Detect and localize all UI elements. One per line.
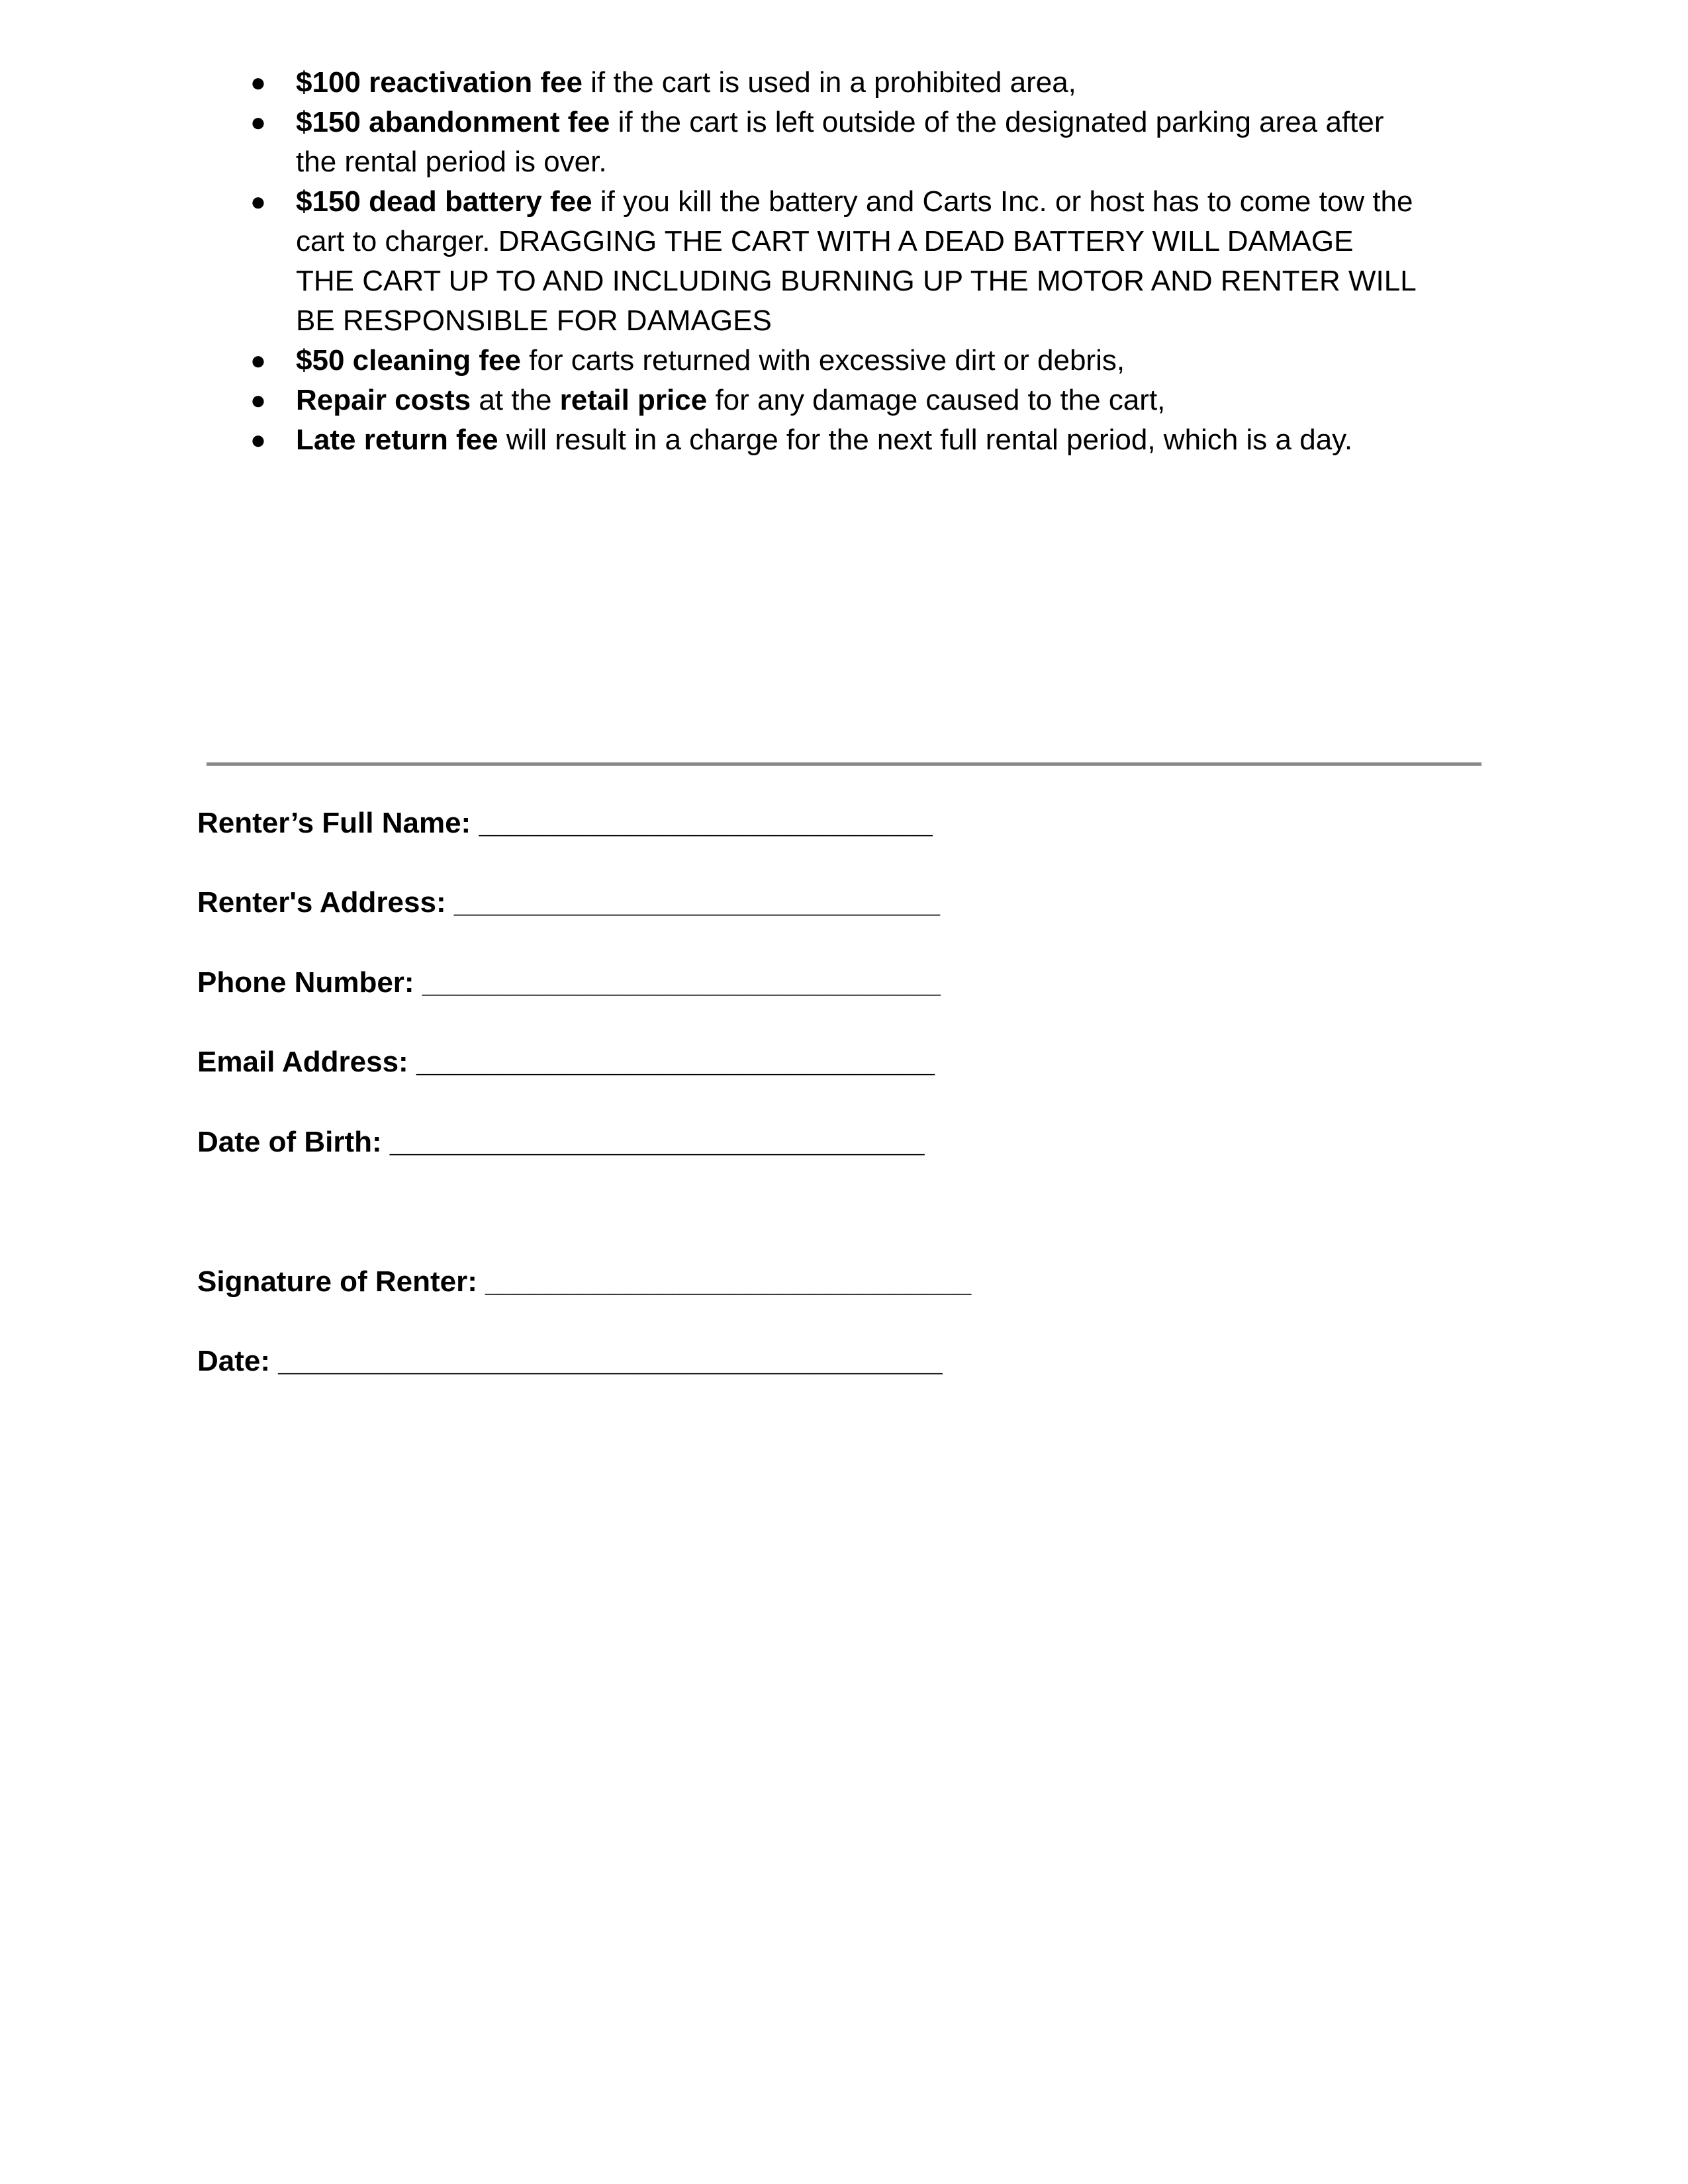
field-label: Email Address: <box>197 1046 408 1078</box>
renter-full-name-field[interactable] <box>197 807 933 840</box>
fee-list-item <box>250 341 1501 381</box>
fee-emphasis: Late return fee <box>296 424 498 456</box>
field-label: Renter’s Full Name: <box>197 807 471 839</box>
date-blank[interactable]: _________________________________________ <box>278 1345 943 1377</box>
fee-text: will result in a charge for the next full rental period, which is a day. <box>498 424 1353 456</box>
fee-text: BE RESPONSIBLE FOR DAMAGES <box>296 304 772 337</box>
signature-blank[interactable]: ______________________________ <box>485 1265 972 1298</box>
fee-emphasis: $50 cleaning fee <box>296 344 521 377</box>
full-name-blank[interactable]: ____________________________ <box>479 807 933 839</box>
field-label: Date: <box>197 1345 271 1377</box>
field-label: Date of Birth: <box>197 1126 382 1158</box>
fee-text: THE CART UP TO AND INCLUDING BURNING UP THE MOTOR AND RENTER WILL <box>296 265 1417 297</box>
fee-text-line <box>296 341 1501 381</box>
fee-emphasis: $150 dead battery fee <box>296 185 592 218</box>
fee-emphasis: retail price <box>559 384 708 416</box>
fee-list-item <box>250 420 1501 460</box>
phone-blank[interactable]: ________________________________ <box>422 966 941 999</box>
bullet-icon: ● <box>250 346 267 375</box>
fee-list-item <box>250 381 1501 420</box>
fee-list-item <box>250 103 1501 182</box>
field-label: Signature of Renter: <box>197 1265 477 1298</box>
fee-text-line <box>296 222 1501 261</box>
fee-text-line <box>296 301 1501 341</box>
fee-text: if the cart is left outside of the designated parking area after <box>610 106 1384 138</box>
fee-list-item <box>250 182 1501 341</box>
fee-text: for carts returned with excessive dirt or debris, <box>520 344 1125 377</box>
phone-number-field[interactable] <box>197 966 941 999</box>
fee-text-line <box>296 142 1501 182</box>
dob-blank[interactable]: _________________________________ <box>389 1126 925 1158</box>
fee-emphasis: $100 reactivation fee <box>296 66 583 99</box>
bullet-icon: ● <box>250 187 267 216</box>
field-label: Renter's Address: <box>197 886 446 919</box>
fee-list-item <box>250 63 1501 103</box>
fee-list <box>250 63 1501 460</box>
fee-emphasis: $150 abandonment fee <box>296 106 610 138</box>
address-blank[interactable]: ______________________________ <box>453 886 940 919</box>
bullet-icon: ● <box>250 426 267 455</box>
fee-text-line <box>296 381 1501 420</box>
fee-text: if the cart is used in a prohibited area, <box>582 66 1076 99</box>
fee-text-line <box>296 261 1501 301</box>
fee-text: at the <box>471 384 560 416</box>
signature-field[interactable] <box>197 1265 971 1298</box>
bullet-icon: ● <box>250 386 267 415</box>
fee-text: for any damage caused to the cart, <box>707 384 1166 416</box>
field-label: Phone Number: <box>197 966 414 999</box>
fee-text: if you kill the battery and Carts Inc. or host has to come tow the <box>592 185 1413 218</box>
fee-text-line <box>296 103 1501 142</box>
bullet-icon: ● <box>250 68 267 97</box>
fee-text-line <box>296 182 1501 222</box>
fee-text: cart to charger. DRAGGING THE CART WITH A DEAD BATTERY WILL DAMAGE <box>296 225 1354 257</box>
fee-text-line <box>296 63 1501 103</box>
fee-emphasis: Repair costs <box>296 384 471 416</box>
section-divider <box>207 762 1481 766</box>
date-field[interactable] <box>197 1345 943 1378</box>
date-of-birth-field[interactable] <box>197 1126 924 1159</box>
email-address-field[interactable] <box>197 1046 935 1079</box>
renter-address-field[interactable] <box>197 886 940 919</box>
bullet-icon: ● <box>250 108 267 137</box>
email-blank[interactable]: ________________________________ <box>416 1046 935 1078</box>
fee-text-line <box>296 420 1501 460</box>
fee-text: the rental period is over. <box>296 146 607 178</box>
